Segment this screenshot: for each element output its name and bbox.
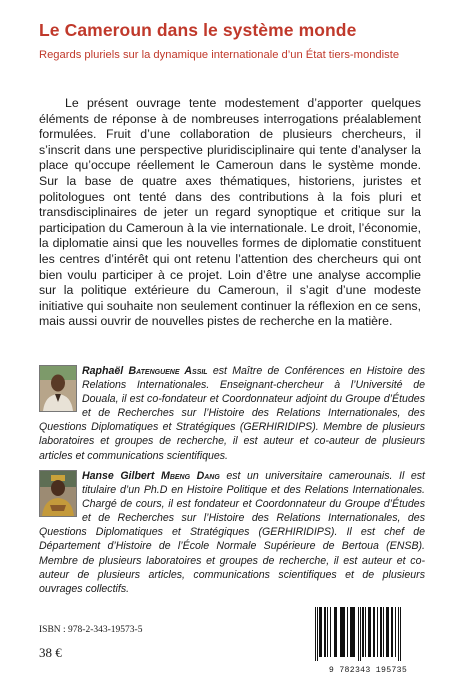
author-last-name-2: Mbeng Dang bbox=[161, 470, 220, 482]
back-cover-summary: Le présent ouvrage tente modestement d’apporter quelques éléments de réponse à de nombreuses interrogations préalablement formulées. Fruit d’une collaboration de plusieurs chercheurs, il s’inscrit dans une perspective pluridisciplinaire qui tente d’analyser la place qu’occupe réellement le Cameroun dans le système monde. Sur la base de quatre axes thématiques, historiens, juristes et politologues ont tenté dans des contributions à la fois pluri et transdisciplinaires de jeter un regard synoptique et critique sur la participation du Cameroun à la vie internationale. Le droit, l’économie, la diplomatie ainsi que les nouvelles formes de diplomatie constituent les centres d’intérêt qui ont retenu l’attention des chercheurs qui ont bien voulu participer à ce projet. Loin d’être une analyse accomplie sur la politique extérieure du Cameroun, il s’agit d’une modeste initiative qui souhaite non seulement continuer la réflexion en ce sens, mais aussi ouvrir de nouvelles pistes de recherche en la matière. bbox=[39, 96, 421, 329]
author-bio-1 bbox=[39, 364, 425, 463]
author-first-name-2: Hanse Gilbert bbox=[82, 470, 155, 482]
author-bio-2 bbox=[39, 469, 425, 596]
author-bio-text-2: est un universitaire camerounais. Il est titulaire d’un Ph.D en Histoire Politique et des Relations Internationales. Chargé de cours, il est fondateur et Coordonnateur du Groupe d’Études et de Recherches sur l’Histoire des Relations Internationales, des Questions Diplomatiques et Stratégiques (GERHIRIDIPS). Il est chef de Département d’Histoire de l’École Normale Supérieure de Bertoua (ENSB). Membre de plusieurs laboratoires et groupes de recherche, il est auteur et co-auteur de plusieurs articles, communications scientifiques et de plusieurs ouvrages collectifs. bbox=[39, 470, 425, 595]
barcode-bars bbox=[307, 605, 429, 663]
author-photo-1 bbox=[39, 365, 77, 412]
author-name-1 bbox=[82, 365, 208, 377]
author-photo-2 bbox=[39, 470, 77, 517]
barcode bbox=[307, 605, 429, 675]
isbn: ISBN : 978-2-343-19573-5 bbox=[39, 625, 143, 635]
book-title: Le Cameroun dans le système monde bbox=[39, 20, 357, 40]
price: 38 € bbox=[39, 645, 62, 660]
book-subtitle: Regards pluriels sur la dynamique internationale d’un État tiers-mondiste bbox=[39, 49, 400, 61]
author-last-name-1: Batenguene Assil bbox=[128, 365, 208, 377]
author-name-2 bbox=[82, 470, 220, 482]
author-first-name-1: Raphaël bbox=[82, 365, 124, 377]
author-bio-text-1: est Maître de Conférences en Histoire des Relations Internationales. Enseignant-chercheur à l’Université de Douala, il est co-fondateur et Coordonnateur adjoint du Groupe d’Études et de Recherches sur l’Histoire des Relations Internationales, des Questions Diplomatiques et Stratégiques (GERHIRIDIPS). Membre de plusieurs laboratoires et groupes de recherche, il est auteur et co-auteur de plusieurs articles et communications scientifiques. bbox=[39, 365, 425, 462]
barcode-number: 9 782343 195735 bbox=[328, 666, 408, 675]
